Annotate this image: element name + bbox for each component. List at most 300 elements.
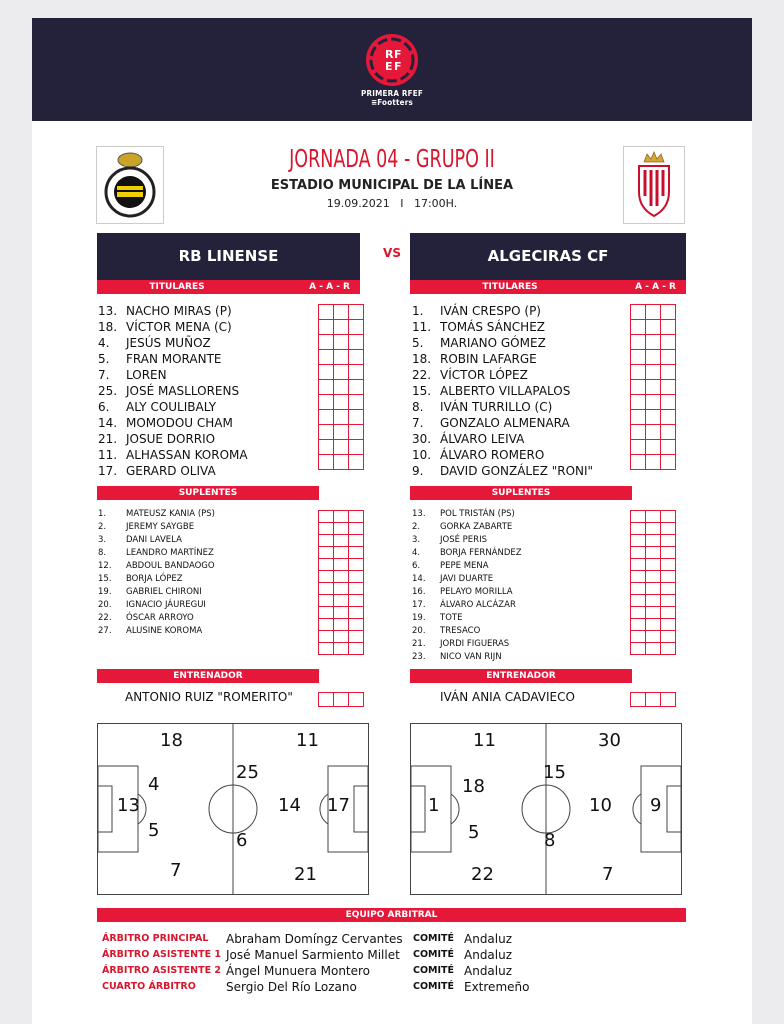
card-box[interactable] bbox=[661, 693, 676, 707]
list-item bbox=[98, 320, 232, 334]
card-box[interactable] bbox=[319, 455, 334, 470]
player-name: ROBIN LAFARGE bbox=[440, 352, 537, 366]
card-box[interactable] bbox=[319, 619, 334, 631]
player-number: 6. bbox=[98, 400, 110, 414]
player-number: 11. bbox=[98, 448, 118, 462]
player-name: IGNACIO JÁUREGUI bbox=[126, 600, 206, 610]
card-box[interactable] bbox=[334, 523, 349, 535]
card-box[interactable] bbox=[646, 365, 661, 380]
card-box[interactable] bbox=[319, 535, 334, 547]
card-box[interactable] bbox=[334, 643, 349, 655]
player-number: 7. bbox=[412, 416, 424, 430]
card-box[interactable] bbox=[319, 559, 334, 571]
card-box[interactable] bbox=[646, 335, 661, 350]
list-item bbox=[412, 432, 524, 446]
card-box[interactable] bbox=[319, 631, 334, 643]
card-box[interactable] bbox=[631, 380, 646, 395]
card-box[interactable] bbox=[646, 535, 661, 547]
card-box[interactable] bbox=[661, 365, 676, 380]
card-box[interactable] bbox=[661, 643, 676, 655]
player-name: TOTE bbox=[440, 613, 463, 623]
player-name: DAVID GONZÁLEZ "RONI" bbox=[440, 464, 594, 478]
card-box[interactable] bbox=[646, 440, 661, 455]
list-item bbox=[412, 587, 513, 597]
card-box[interactable] bbox=[631, 535, 646, 547]
player-number: 30. bbox=[412, 432, 432, 446]
player-name: MARIANO GÓMEZ bbox=[440, 336, 546, 350]
card-box[interactable] bbox=[661, 410, 676, 425]
card-box[interactable] bbox=[334, 440, 349, 455]
card-box[interactable] bbox=[661, 320, 676, 335]
card-box[interactable] bbox=[319, 410, 334, 425]
list-item bbox=[412, 535, 487, 545]
card-box[interactable] bbox=[349, 395, 364, 410]
list-item bbox=[98, 384, 239, 398]
list-item bbox=[412, 384, 570, 398]
referee-role: ÁRBITRO PRINCIPAL bbox=[102, 933, 209, 944]
card-box[interactable] bbox=[646, 559, 661, 571]
player-name: GABRIEL CHIRONI bbox=[126, 587, 202, 597]
card-box[interactable] bbox=[349, 410, 364, 425]
card-box[interactable] bbox=[349, 535, 364, 547]
player-name: ÁLVARO ROMERO bbox=[440, 448, 545, 462]
card-box[interactable] bbox=[334, 335, 349, 350]
player-number: 15. bbox=[412, 384, 432, 398]
titulares-label: TITULARES bbox=[482, 282, 538, 292]
card-box[interactable] bbox=[349, 583, 364, 595]
card-box[interactable] bbox=[349, 305, 364, 320]
list-item bbox=[412, 509, 515, 519]
card-box[interactable] bbox=[334, 455, 349, 470]
card-box[interactable] bbox=[319, 547, 334, 559]
card-box[interactable] bbox=[661, 607, 676, 619]
player-name: LEANDRO MARTÍNEZ bbox=[126, 548, 214, 558]
aar-label: A - A - R bbox=[635, 282, 676, 292]
card-box[interactable] bbox=[319, 607, 334, 619]
player-name: JORDI FIGUERAS bbox=[440, 639, 510, 649]
player-number: 3. bbox=[412, 535, 421, 545]
player-number: 9. bbox=[412, 464, 424, 478]
brand-line-2: ≡Footters bbox=[371, 98, 413, 107]
player-name: TRESACO bbox=[440, 626, 481, 636]
card-box[interactable] bbox=[661, 571, 676, 583]
player-number: 18. bbox=[98, 320, 118, 334]
list-item bbox=[412, 352, 537, 366]
card-box[interactable] bbox=[661, 523, 676, 535]
formation-player: 6 bbox=[236, 830, 248, 851]
card-box[interactable] bbox=[319, 643, 334, 655]
card-box[interactable] bbox=[319, 523, 334, 535]
away-subs-header bbox=[410, 486, 632, 500]
card-box[interactable] bbox=[661, 380, 676, 395]
list-item bbox=[412, 561, 489, 571]
card-box[interactable] bbox=[349, 607, 364, 619]
player-name: ALUSINE KOROMA bbox=[126, 626, 203, 636]
stadium-name: ESTADIO MUNICIPAL DE LA LÍNEA bbox=[270, 178, 514, 193]
formation-player: 5 bbox=[468, 822, 480, 843]
player-number: 16. bbox=[412, 587, 426, 597]
comite-label: COMITÉ bbox=[413, 933, 455, 944]
card-box[interactable] bbox=[646, 380, 661, 395]
card-box[interactable] bbox=[631, 335, 646, 350]
list-item bbox=[98, 613, 194, 623]
home-coach-card-grid bbox=[318, 692, 364, 707]
card-box[interactable] bbox=[349, 631, 364, 643]
card-box[interactable] bbox=[646, 631, 661, 643]
list-item bbox=[412, 548, 522, 558]
list-item bbox=[98, 535, 182, 545]
formation-player: 9 bbox=[650, 795, 662, 816]
card-box[interactable] bbox=[349, 643, 364, 655]
player-number: 13. bbox=[412, 509, 426, 519]
list-item bbox=[412, 304, 541, 318]
card-box[interactable] bbox=[661, 305, 676, 320]
referees-header bbox=[97, 908, 686, 922]
card-box[interactable] bbox=[661, 631, 676, 643]
header-bar bbox=[32, 18, 752, 121]
card-box[interactable] bbox=[646, 350, 661, 365]
list-item bbox=[412, 400, 552, 414]
brand-line-1: PRIMERA RFEF bbox=[361, 89, 423, 98]
card-box[interactable] bbox=[631, 619, 646, 631]
card-box[interactable] bbox=[349, 380, 364, 395]
player-name: MATEUSZ KANIA (PS) bbox=[126, 509, 215, 519]
away-formation-pitch bbox=[410, 723, 682, 895]
card-box[interactable] bbox=[661, 559, 676, 571]
formation-player: 14 bbox=[278, 795, 301, 816]
player-name: FRAN MORANTE bbox=[126, 352, 222, 366]
card-box[interactable] bbox=[661, 455, 676, 470]
player-number: 21. bbox=[98, 432, 118, 446]
list-item bbox=[98, 336, 211, 350]
card-box[interactable] bbox=[319, 305, 334, 320]
card-box[interactable] bbox=[349, 440, 364, 455]
list-item bbox=[412, 574, 493, 584]
card-box[interactable] bbox=[334, 631, 349, 643]
formation-player: 21 bbox=[294, 864, 317, 885]
away-coach-card-grid bbox=[630, 692, 676, 707]
card-box[interactable] bbox=[646, 305, 661, 320]
card-box[interactable] bbox=[661, 595, 676, 607]
card-box[interactable] bbox=[661, 395, 676, 410]
player-name: GERARD OLIVA bbox=[126, 464, 216, 478]
player-name: POL TRISTÁN (PS) bbox=[440, 509, 515, 519]
referee-name: José Manuel Sarmiento Millet bbox=[226, 948, 400, 962]
home-coach-header bbox=[97, 669, 319, 683]
card-box[interactable] bbox=[646, 693, 661, 707]
player-name: PELAYO MORILLA bbox=[440, 587, 513, 597]
card-box[interactable] bbox=[319, 583, 334, 595]
card-box[interactable] bbox=[349, 547, 364, 559]
referee-name: Abraham Domíngz Cervantes bbox=[226, 932, 403, 946]
card-box[interactable] bbox=[349, 595, 364, 607]
card-box[interactable] bbox=[334, 571, 349, 583]
card-box[interactable] bbox=[334, 583, 349, 595]
player-name: ÁLVARO ALCÁZAR bbox=[440, 600, 516, 610]
player-number: 23. bbox=[412, 652, 426, 662]
titulares-label: TITULARES bbox=[149, 282, 205, 292]
card-box[interactable] bbox=[319, 440, 334, 455]
card-box[interactable] bbox=[631, 425, 646, 440]
player-number: 11. bbox=[412, 320, 432, 334]
card-box[interactable] bbox=[631, 395, 646, 410]
formation-player: 17 bbox=[327, 795, 350, 816]
player-name: JEREMY SAYGBE bbox=[126, 522, 195, 532]
card-box[interactable] bbox=[334, 425, 349, 440]
card-box[interactable] bbox=[631, 571, 646, 583]
card-box[interactable] bbox=[631, 631, 646, 643]
formation-player: 25 bbox=[236, 762, 259, 783]
lineup-sheet bbox=[32, 18, 752, 1024]
card-box[interactable] bbox=[334, 365, 349, 380]
card-box[interactable] bbox=[646, 523, 661, 535]
card-box[interactable] bbox=[334, 380, 349, 395]
formation-player: 7 bbox=[170, 860, 182, 881]
card-box[interactable] bbox=[319, 380, 334, 395]
player-number: 2. bbox=[98, 522, 107, 532]
away-starters-card-grid bbox=[630, 304, 676, 470]
card-box[interactable] bbox=[349, 693, 364, 707]
logo-letter: F bbox=[394, 60, 402, 73]
player-name: NICO VAN RIJN bbox=[440, 652, 502, 662]
home-starters-card-grid bbox=[318, 304, 364, 470]
entrenador-label: ENTRENADOR bbox=[486, 671, 556, 681]
formation-player: 22 bbox=[471, 864, 494, 885]
card-box[interactable] bbox=[661, 440, 676, 455]
player-name: ALBERTO VILLAPALOS bbox=[440, 384, 571, 398]
card-box[interactable] bbox=[319, 365, 334, 380]
list-item bbox=[98, 352, 222, 366]
player-number: 5. bbox=[412, 336, 424, 350]
card-box[interactable] bbox=[334, 693, 349, 707]
player-number: 17. bbox=[98, 464, 118, 478]
player-number: 19. bbox=[98, 587, 112, 597]
player-name: JAVI DUARTE bbox=[440, 574, 494, 584]
card-box[interactable] bbox=[646, 410, 661, 425]
card-box[interactable] bbox=[646, 607, 661, 619]
card-box[interactable] bbox=[349, 523, 364, 535]
referee-comite: Extremeño bbox=[464, 980, 530, 994]
card-box[interactable] bbox=[631, 305, 646, 320]
away-subs-card-grid bbox=[630, 510, 676, 655]
player-number: 6. bbox=[412, 561, 421, 571]
player-name: JESÚS MUÑOZ bbox=[126, 336, 211, 350]
player-number: 7. bbox=[98, 368, 110, 382]
card-box[interactable] bbox=[349, 335, 364, 350]
equipo-arbitral-label: EQUIPO ARBITRAL bbox=[345, 910, 438, 920]
card-box[interactable] bbox=[661, 335, 676, 350]
list-item bbox=[412, 600, 516, 610]
card-box[interactable] bbox=[661, 619, 676, 631]
rb-linense-crest-icon bbox=[96, 146, 164, 224]
card-box[interactable] bbox=[334, 511, 349, 523]
entrenador-label: ENTRENADOR bbox=[173, 671, 243, 681]
card-box[interactable] bbox=[349, 425, 364, 440]
away-team-name: ALGECIRAS CF bbox=[487, 247, 609, 265]
player-name: IVÁN CRESPO (P) bbox=[440, 304, 541, 318]
list-item bbox=[98, 600, 206, 610]
list-item bbox=[98, 548, 214, 558]
card-box[interactable] bbox=[349, 455, 364, 470]
card-box[interactable] bbox=[349, 559, 364, 571]
player-number: 14. bbox=[98, 416, 118, 430]
card-box[interactable] bbox=[631, 511, 646, 523]
card-box[interactable] bbox=[631, 595, 646, 607]
card-box[interactable] bbox=[334, 320, 349, 335]
home-team-bar bbox=[97, 233, 360, 280]
card-box[interactable] bbox=[646, 320, 661, 335]
card-box[interactable] bbox=[334, 410, 349, 425]
list-item bbox=[98, 432, 215, 446]
card-box[interactable] bbox=[646, 547, 661, 559]
card-box[interactable] bbox=[646, 583, 661, 595]
player-name: DANI LAVELA bbox=[126, 535, 182, 545]
player-name: LOREN bbox=[126, 368, 167, 382]
card-box[interactable] bbox=[646, 619, 661, 631]
player-name: ÁLVARO LEIVA bbox=[440, 432, 525, 446]
card-box[interactable] bbox=[334, 395, 349, 410]
card-box[interactable] bbox=[631, 693, 646, 707]
card-box[interactable] bbox=[646, 571, 661, 583]
player-name: IVÁN TURRILLO (C) bbox=[440, 400, 553, 414]
card-box[interactable] bbox=[631, 523, 646, 535]
card-box[interactable] bbox=[319, 425, 334, 440]
list-item bbox=[98, 464, 216, 478]
list-item bbox=[412, 416, 570, 430]
player-name: TOMÁS SÁNCHEZ bbox=[440, 320, 545, 334]
card-box[interactable] bbox=[631, 320, 646, 335]
player-name: ALY COULIBALY bbox=[126, 400, 217, 414]
referee-role: ÁRBITRO ASISTENTE 1 bbox=[102, 949, 222, 960]
card-box[interactable] bbox=[349, 511, 364, 523]
card-box[interactable] bbox=[349, 571, 364, 583]
card-box[interactable] bbox=[319, 693, 334, 707]
card-box[interactable] bbox=[661, 425, 676, 440]
card-box[interactable] bbox=[661, 535, 676, 547]
card-box[interactable] bbox=[319, 350, 334, 365]
home-coach-name: ANTONIO RUIZ "ROMERITO" bbox=[125, 690, 293, 704]
card-box[interactable] bbox=[334, 535, 349, 547]
card-box[interactable] bbox=[631, 547, 646, 559]
player-number: 12. bbox=[98, 561, 112, 571]
card-box[interactable] bbox=[631, 583, 646, 595]
player-number: 10. bbox=[412, 448, 432, 462]
player-number: 1. bbox=[98, 509, 107, 519]
formation-player: 18 bbox=[160, 730, 183, 751]
referee-role: ÁRBITRO ASISTENTE 2 bbox=[102, 965, 222, 976]
card-box[interactable] bbox=[319, 595, 334, 607]
card-box[interactable] bbox=[334, 619, 349, 631]
suplentes-label: SUPLENTES bbox=[178, 488, 238, 498]
aar-label: A - A - R bbox=[309, 282, 350, 292]
card-box[interactable] bbox=[661, 350, 676, 365]
player-number: 2. bbox=[412, 522, 421, 532]
card-box[interactable] bbox=[319, 395, 334, 410]
pitch-lines-icon bbox=[411, 724, 681, 894]
card-box[interactable] bbox=[646, 425, 661, 440]
home-subs-card-grid bbox=[318, 510, 364, 655]
card-box[interactable] bbox=[631, 410, 646, 425]
card-box[interactable] bbox=[349, 350, 364, 365]
away-coach-header bbox=[410, 669, 632, 683]
list-item bbox=[412, 368, 528, 382]
card-box[interactable] bbox=[334, 607, 349, 619]
card-box[interactable] bbox=[319, 511, 334, 523]
player-name: GONZALO ALMENARA bbox=[440, 416, 570, 430]
card-box[interactable] bbox=[631, 643, 646, 655]
list-item bbox=[98, 368, 167, 382]
card-box[interactable] bbox=[349, 320, 364, 335]
card-box[interactable] bbox=[334, 305, 349, 320]
player-number: 15. bbox=[98, 574, 112, 584]
card-box[interactable] bbox=[661, 547, 676, 559]
player-name: JOSÉ PERIS bbox=[440, 535, 487, 545]
player-name: GORKA ZABARTE bbox=[440, 522, 513, 532]
card-box[interactable] bbox=[334, 350, 349, 365]
referee-name: Sergio Del Río Lozano bbox=[226, 980, 357, 994]
card-box[interactable] bbox=[631, 455, 646, 470]
player-number: 18. bbox=[412, 352, 432, 366]
list-item bbox=[412, 652, 502, 662]
list-item bbox=[98, 561, 215, 571]
card-box[interactable] bbox=[661, 583, 676, 595]
logo-letter: E bbox=[385, 60, 393, 73]
list-item bbox=[98, 400, 216, 414]
card-box[interactable] bbox=[319, 571, 334, 583]
card-box[interactable] bbox=[334, 595, 349, 607]
list-item bbox=[412, 626, 480, 636]
home-subs-header bbox=[97, 486, 319, 500]
card-box[interactable] bbox=[646, 395, 661, 410]
card-box[interactable] bbox=[646, 511, 661, 523]
match-title: JORNADA 04 - GRUPO II bbox=[289, 144, 495, 173]
card-box[interactable] bbox=[646, 455, 661, 470]
player-name: VÍCTOR LÓPEZ bbox=[440, 368, 528, 382]
card-box[interactable] bbox=[631, 607, 646, 619]
card-box[interactable] bbox=[661, 511, 676, 523]
card-box[interactable] bbox=[631, 440, 646, 455]
card-box[interactable] bbox=[631, 559, 646, 571]
card-box[interactable] bbox=[319, 335, 334, 350]
player-number: 20. bbox=[412, 626, 426, 636]
card-box[interactable] bbox=[334, 559, 349, 571]
card-box[interactable] bbox=[631, 350, 646, 365]
player-number: 25. bbox=[98, 384, 118, 398]
player-name: JOSUE DORRIO bbox=[126, 432, 216, 446]
card-box[interactable] bbox=[646, 643, 661, 655]
player-name: JOSÉ MASLLORENS bbox=[126, 384, 240, 398]
card-box[interactable] bbox=[646, 595, 661, 607]
list-item bbox=[412, 639, 509, 649]
player-number: 22. bbox=[412, 368, 432, 382]
player-number: 8. bbox=[98, 548, 107, 558]
card-box[interactable] bbox=[319, 320, 334, 335]
player-number: 8. bbox=[412, 400, 424, 414]
formation-player: 4 bbox=[148, 774, 160, 795]
formation-player: 8 bbox=[544, 830, 556, 851]
card-box[interactable] bbox=[631, 365, 646, 380]
player-number: 1. bbox=[412, 304, 424, 318]
comite-label: COMITÉ bbox=[413, 965, 455, 976]
away-coach-name: IVÁN ANIA CADAVIECO bbox=[440, 690, 575, 704]
card-box[interactable] bbox=[349, 365, 364, 380]
player-name: PEPE MENA bbox=[440, 561, 489, 571]
card-box[interactable] bbox=[334, 547, 349, 559]
brand-text bbox=[332, 89, 452, 107]
list-item bbox=[98, 509, 215, 519]
card-box[interactable] bbox=[349, 619, 364, 631]
list-item bbox=[98, 587, 202, 597]
